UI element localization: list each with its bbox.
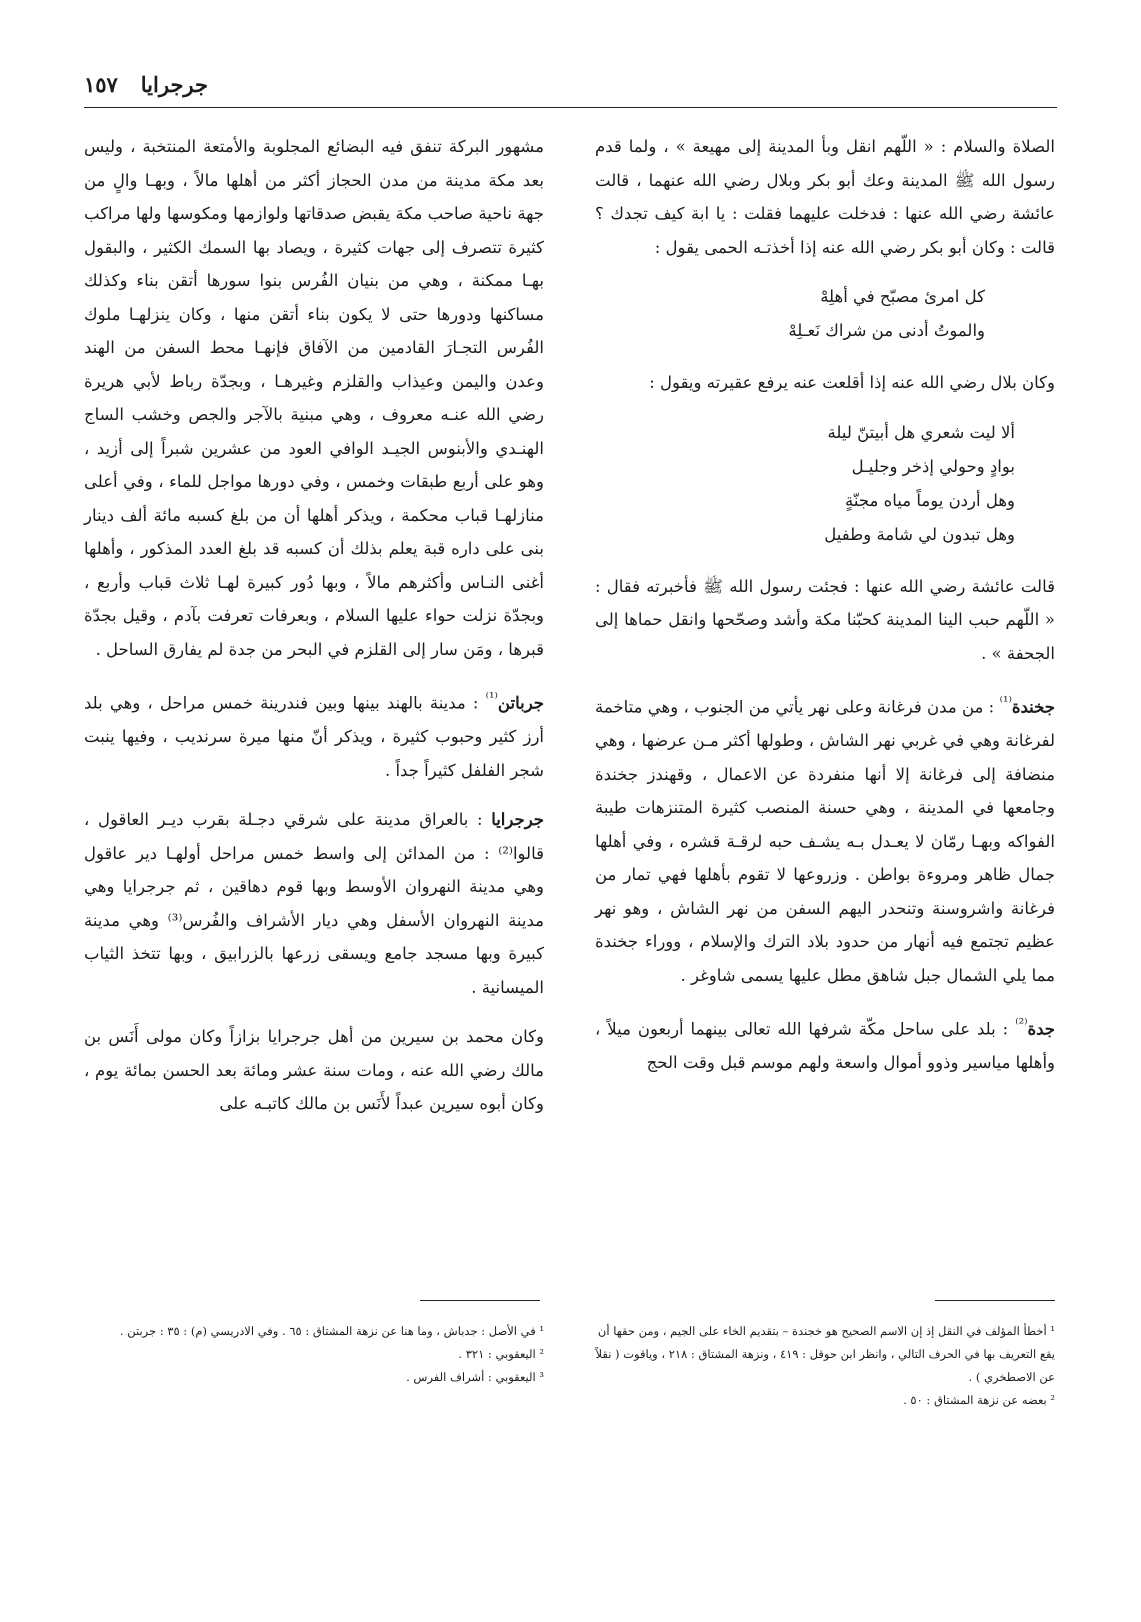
verse-line: ألا ليت شعري هل أبيتنّ ليلة (827, 422, 1015, 442)
paragraph: مشهور البركة تنفق فيه البضائع المجلوبة والأمتعة المنتخبة ، وليس بعد مكة مدينة من مدن الحجاز أكثر من أهلها مالاً ، وبهـا والٍ من جهة ناحية صاحب مكة يقبض صدقاتها ولوازمها ومكوسها ولها مراكب كثيرة تتصرف إلى جهات كثيرة ، ويصاد بها السمك الكثير ، والبقول بهـا ممكنة ، وهي من بنيان الفُرس بنوا سورها أتقن بناء وكذلك مساكنها ودورها حتى لا يكون بناء أتقن منها ، وكان ينزلهـا ملوك الفُرس التجـارَ القادمين من الآفاق فإنهـا محط السفن من الهند وعدن واليمن وعيذاب والقلزم وغيرهـا ، وبجدّة رباط لأبي هريرة رضي الله عنـه معروف ، وهي مبنية بالآجر والجص وخشب الساج الهنـدي والأبنوس الجيـد الوافي العود من عشرين شبراً إلى أزيد ، وهو على أربع طبقات وخمس ، وفي دورها مواجل للماء ، وفي أعلى منازلهـا قباب محكمة ، ويذكر أهلها أن من بلغ كسبه مائة ألف دينار بنى على داره قبة يعلم بذلك أن كسبه قد بلغ العدد المذكور ، وأهلها أغنى النـاس وأكثرهم مالاً ، وبها دُور كبيرة لهـا ثلاث قباب وأربع ، وبجدّة نزلت حواء عليها السلام ، وبعرفات تعرفت بآدم ، وقيل بجدّة قبرها ، ومَن سار إلى القلزم في البحر من جدة لم يفارق الساحل . (84, 137, 544, 659)
paragraph: الصلاة والسلام : « اللّهم انقل وبأ المدينة إلى مهيعة » ، ولما قدم رسول الله ﷺ المدينة وعك أبو بكر وبلال رضي الله عنهما ، قالت عائشة رضي الله عنها : فدخلت عليهما فقلت : يا ابة كيف تجدك ؟ قالت : وكان أبو بكر رضي الله عنه إذا أخذتـه الحمى يقول : (595, 137, 1055, 257)
footnote-ref: ⁽¹⁾ (999, 694, 1012, 710)
verse-line: وهل تبدون لي شامة وطفيل (824, 524, 1015, 544)
footnote-separator (420, 1300, 540, 1301)
page-number: ١٥٧ (84, 72, 118, 97)
poem-verses (595, 416, 1055, 552)
right-column (595, 130, 1055, 1096)
entry-jedda (595, 1008, 1055, 1080)
entry-jarjaraya (84, 803, 544, 1004)
footnote-separator (935, 1300, 1055, 1301)
header-rule (84, 107, 1057, 108)
paragraph: وكان بلال رضي الله عنه إذا أقلعت عنه يرفع عقيرته ويقول : (649, 373, 1055, 392)
footnotes-left (84, 1320, 544, 1389)
footnote-ref: ⁽²⁾ (1015, 1016, 1028, 1032)
page-title: جرجرايا (140, 72, 208, 97)
verse-line: بوادٍ وحولي إذخر وجليـل (851, 456, 1015, 476)
footnote: ¹ في الأصل : جدباش ، وما هنا عن نزهة المشتاق : ٦٥ . وفي الادريسي (م) : ٣٥ : جربتن . (119, 1324, 544, 1338)
footnote: ¹ أخطأ المؤلف في النقل إذ إن الاسم الصحيح هو خجندة – بتقديم الخاء على الجيم ، ومن حقها أن يقع التعريف بها في الحرف التالي ، وانظر ابن حوقل : ٤١٩ ، ونزهة المشتاق : ٢١٨ ، وياقوت ( نقلاً عن الاصطخري ) . (595, 1324, 1055, 1384)
entry-jurbatan (84, 682, 544, 787)
entry-text: : من مدن فرغانة وعلى نهر يأتي من الجنوب ، وهي متاخمة لفرغانة وهي في غربي نهر الشاش ، وطولها أكثر مـن عرضها ، وهي منضافة إلى فرغانة إلا أنها منفردة عن الاعمال ، وقهندز جخندة وجامعها في المدينة ، وهي حسنة المنصب كثيرة المتنزهات طيبة الفواكه وبهـا رمّان لا يعـدل بـه يشـف حبه لرقـة قشره ، وفي أهلها جمال ظاهر ومروءة بواطن . وزروعها لا تقوم بأهلها فهي تمار من فرغانة واشروسنة وتنحدر اليهم السفن من نهر الشاش ، وهو نهر عظيم تجتمع فيه أنهار من حدود بلاد الترك والإسلام ، ووراء جخندة مما يلي الشمال جبل شاهق مطل عليها يسمى شاوغر . (595, 697, 1055, 985)
verse-line: وهل أردن يوماً مياه مجنّةٍ (845, 490, 1015, 510)
entry-headword: جرباتن (497, 693, 544, 713)
footnote: ² اليعقوبي : ٣٢١ . (458, 1347, 544, 1361)
entry-headword: جدة (1027, 1019, 1055, 1039)
entry-headword: جرجرايا (491, 810, 544, 829)
entry-jakhanda (595, 686, 1055, 992)
entry-text: : بالعراق مدينة على شرقي دجـلة بقرب ديـر العاقول ، قالوا⁽²⁾ : من المدائن إلى واسط خمس مراحل أولهـا دير عاقول وهي مدينة النهروان الأوسط وبها قوم دهاقين ، ثم جرجرايا وهي مدينة النهروان الأسفل وهي ديار الأشراف والفُرس⁽³⁾ وهي مدينة كبيرة وبها مسجد جامع ويسقى زرعها بالزرابيق ، وبها تتخذ الثياب الميسانية . (84, 810, 544, 997)
footnote: ² بعضه عن نزهة المشتاق : ٥٠ . (903, 1393, 1055, 1407)
paragraph: وكان محمد بن سيرين من أهل جرجرايا بزازاً وكان مولى أَنَس بن مالك رضي الله عنه ، ومات سنة عشر ومائة بعد الحسن بمائة يوم ، وكان أبوه سيرين عبداً لأَنَس بن مالك كاتبـه على (84, 1027, 544, 1113)
running-head (84, 70, 208, 100)
poem-verses (595, 280, 1055, 348)
left-column (84, 130, 544, 1137)
entry-text: : مدينة بالهند بينها وبين فندرينة خمس مراحل ، وهي بلد أرز كثير وحبوب كثيرة ، ويذكر أنّ منها ميرة سرنديب ، وفيها ينبت شجر الفلفل كثيراً جداً . (84, 693, 544, 780)
footnote-ref: ⁽¹⁾ (485, 690, 498, 706)
verse-line: والموتُ أدنى من شراك نَعـلِهْ (788, 321, 985, 340)
footnote: ³ اليعقوبي : أشراف الفرس . (406, 1370, 544, 1384)
entry-text: : بلد على ساحل مكّة شرفها الله تعالى بينهما أربعون ميلاً ، وأهلها مياسير وذوو أموال واسعة ولهم موسم قبل وقت الحج (595, 1019, 1055, 1072)
verse-line: كل امرئ مصبّح في أهلِهْ (820, 287, 985, 306)
footnotes-right (595, 1320, 1055, 1412)
paragraph: قالت عائشة رضي الله عنها : فجئت رسول الله ﷺ فأخبرته فقال : « اللّهم حبب الينا المدينة كحبّنا مكة وأشد وصحّحها وانقل حماها إلى الجحفة » . (595, 576, 1055, 663)
entry-headword: جخندة (1011, 697, 1055, 717)
